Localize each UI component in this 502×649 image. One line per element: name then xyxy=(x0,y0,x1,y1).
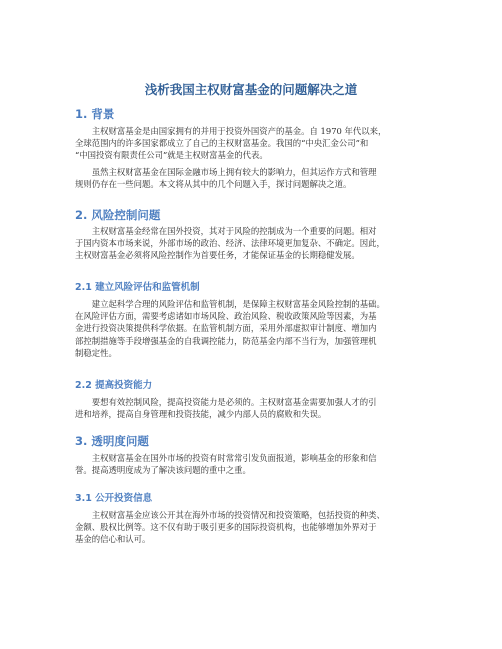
paragraph-risk-control: 主权财富基金经常在国外投资，其对于风险的控制成为一个重要的问题。相对 于国内资本市场来说，外部市场的政治、经济、法律环境更加复杂、不确定。因此， 主权财富基金必须将风险控制作为首要任务，才能保证基金的长期稳健发展。 xyxy=(75,226,385,261)
heading-risk-control: 2. 风险控制问题 xyxy=(75,208,161,222)
paragraph-public-disclosure: 主权财富基金应该公开其在海外市场的投资情况和投资策略，包括投资的种类、 金额、股权比例等。这不仅有助于吸引更多的国际投资机构，也能够增加外界对于 基金的信心和认可。 xyxy=(75,510,385,545)
heading-investment-capability: 2.2 提高投资能力 xyxy=(75,380,153,391)
heading-risk-assessment: 2.1 建立风险评估和监管机制 xyxy=(75,282,200,293)
paragraph-investment-capability: 要想有效控制风险，提高投资能力是必须的。主权财富基金需要加强人才的引 进和培养，提高自身管理和投资技能，减少内部人员的腐败和失误。 xyxy=(75,397,377,420)
paragraph-risk-assessment: 建立起科学合理的风险评估和监管机制，是保障主权财富基金风险控制的基础。 在风险评估方面，需要考虑诸如市场风险、政治风险、税收政策风险等因素，为基 金进行投资决策提供科学依据。在监管机制方面，采用外部虚拟审计制度、增加内 部控制措施等手段增强基金的自我调控能力，防范基金内部不当行为，加强管理机 制稳定性。 xyxy=(75,299,385,358)
heading-background: 1. 背景 xyxy=(75,107,115,121)
heading-transparency: 3. 透明度问题 xyxy=(75,434,149,448)
paragraph-transparency: 主权财富基金在国外市场的投资有时常常引发负面报道，影响基金的形象和信 誉。提高透明度成为了解决该问题的重中之重。 xyxy=(75,453,377,476)
document-title: 浅析我国主权财富基金的问题解决之道 xyxy=(144,82,358,97)
heading-public-disclosure: 3.1 公开投资信息 xyxy=(75,493,153,504)
paragraph-background-1: 主权财富基金是由国家拥有的并用于投资外国资产的基金。自 1970 年代以来， 全球范围内的许多国家都成立了自己的主权财富基金。我国的“中央汇金公司”和 “中国投资有限责任公司”就是主权财富基金的代表。 xyxy=(75,126,387,161)
paragraph-background-2: 虽然主权财富基金在国际金融市场上拥有较大的影响力，但其运作方式和管理 规则仍存在一些问题。本文将从其中的几个问题入手，探讨问题解决之道。 xyxy=(75,167,377,190)
